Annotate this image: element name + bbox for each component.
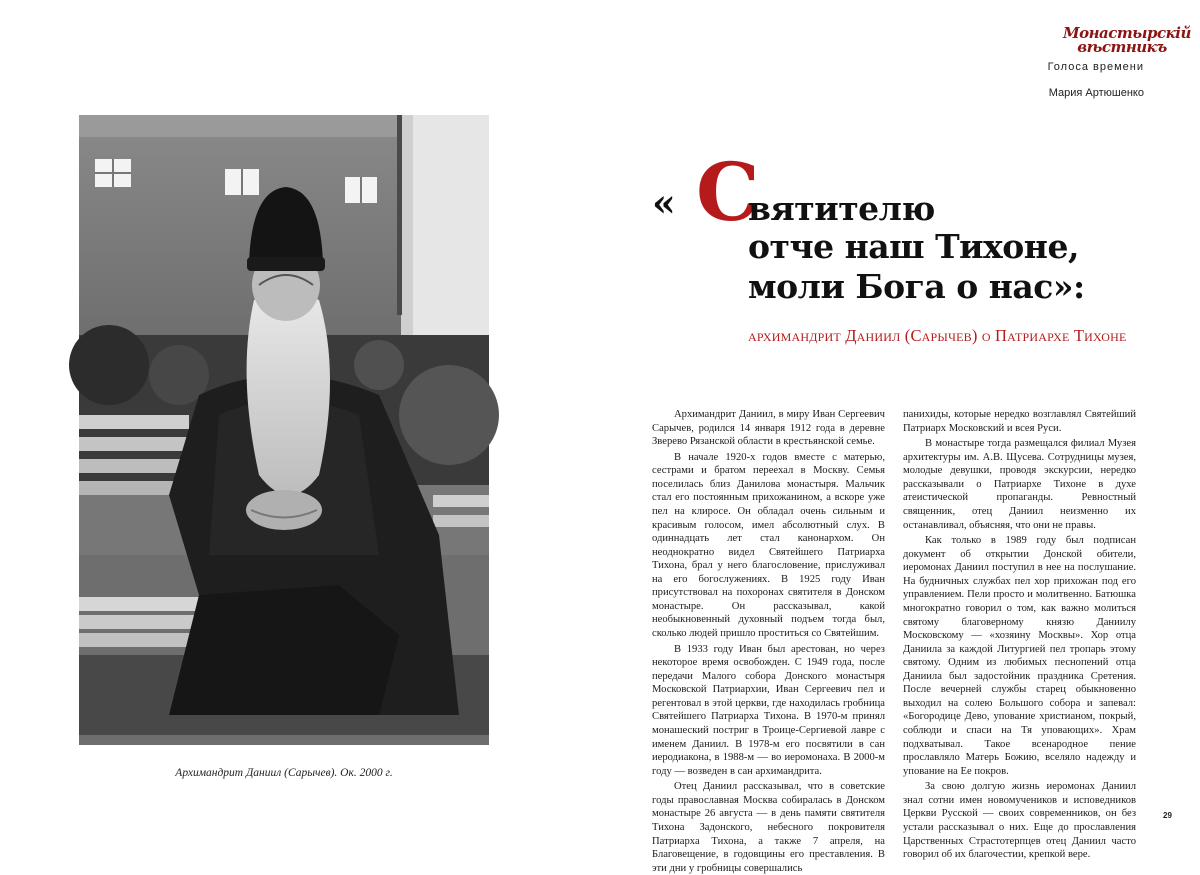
title-open-quote: « bbox=[652, 180, 675, 225]
text-column-1 bbox=[652, 408, 885, 875]
paragraph: За свою долгую жизнь иеромонах Даниил знал сотни имен новомучеников и исповедников Церкви Русской — своих современников, он без устали рассказывал о них. Еще до прославления Царственных Страстотерпцев отец Даниил часто говорил об их благочестии, крепкой вере. bbox=[903, 781, 1136, 861]
article-subtitle: архимандрит Даниил (Сарычев) о Патриархе Тихоне bbox=[748, 326, 1127, 345]
title-line-2: отче наш Тихоне, bbox=[748, 227, 1079, 266]
logo-line-1: Монастырскій bbox=[1063, 24, 1191, 42]
logo-line-2: вѣстникъ bbox=[1077, 38, 1167, 56]
paragraph: Как только в 1989 году был подписан документ об открытии Донской обители, иеромонах Даниил поступил в нее на послушание. На будничных службах пел хор прихожан под его управлением. Пели просто и молитвенно. Батюшка многократно говорил о том, как важно молиться святому благоверному князю Даниилу Московскому — «хозяину Москвы». Хор отца Даниила за каждой Литургией пел тропарь этому святому. Одним из любимых песнопений отца Даниила был задостойник праздника Сретения. После вечерней службы старец обыкновенно выходил на солею Большого собора и запевал: «Богородице Дево, упование христианом, покрый, соблюди и спаси на Тя уповающих». Храм подхватывал. Такое всенародное пение прославляло Матерь Божию, вселяло надежду и упование на Ее покров. bbox=[903, 535, 1136, 777]
section-name: Голоса времени bbox=[1047, 61, 1144, 73]
page-number: 29 bbox=[1163, 811, 1172, 820]
paragraph: Архимандрит Даниил, в миру Иван Сергеевич Сарычев, родился 14 января 1912 года в деревне Зверево Рязанской области в крестьянской семье. bbox=[652, 409, 885, 448]
paragraph: Отец Даниил рассказывал, что в советские годы православная Москва собиралась в Донском монастыре 26 августа — в день памяти святителя Тихона Задонского, небесного покровителя Патриарха Тихона, а также 7 апреля, на Благовещение, в годовщины его преставления. В эти дни у гробницы совершались bbox=[652, 781, 885, 874]
title-line-1: вятителю bbox=[748, 189, 935, 228]
paragraph: В начале 1920-х годов вместе с матерью, сестрами и братом переехал в Москву. Семья поселилась близ Данилова монастыря. Мальчик стал его постоянным прихожанином, а вскоре уже пел на клиросе. Он обладал очень сильным и красивым голосом, имел абсолютный слух. В одиннадцать лет стал канонархом. Он неоднократно видел Святейшего Патриарха Тихона, брал у него благословение, прислуживал на его богослужениях. В 1925 году Иван присутствовал на похоронах святителя в Донском монастыре. Он рассказывал, какой необыкновенный духовный подъем тогда был, сколько людей пришло проститься со Святейшим. bbox=[652, 451, 885, 639]
paragraph: В 1933 году Иван был арестован, но через некоторое время освобожден. С 1949 года, после передачи Малого собора Донского монастыря Московской Патриархии, Иван Сергеевич пел и регентовал в этой церкви, где находилась гробница Святейшего Патриарха Тихона. В 1970-м принял монашеский постриг в Троице-Сергиевой лавре с именем Даниил. В 1978-м его посвятили в сан иеродиакона, в 1988-м — во иеромонаха. В 2000-м году — возведен в сан архимандрита. bbox=[652, 643, 885, 777]
title-line-3: моли Бога о нас»: bbox=[748, 267, 1085, 306]
text-column-2 bbox=[903, 408, 1136, 862]
magazine-logo bbox=[1063, 24, 1191, 60]
paragraph: В монастыре тогда размещался филиал Музея архитектуры им. А.В. Щусева. Сотрудницы музея, молодые девушки, проводя экскурсии, нередко рассказывали о Патриархе Тихоне в духе атеистической пропаганды. Ревностный священник, отец Даниил неизменно их останавливал, объясняя, что они не правы. bbox=[903, 438, 1136, 531]
photo-caption: Архимандрит Даниил (Сарычев). Ок. 2000 г. bbox=[175, 767, 393, 779]
author-name: Мария Артюшенко bbox=[1048, 87, 1144, 99]
title-drop-cap: С bbox=[696, 145, 760, 239]
paragraph: панихиды, которые нередко возглавлял Святейший Патриарх Московский и всея Руси. bbox=[903, 409, 1136, 434]
portrait-photo bbox=[79, 115, 489, 745]
monk-photo-illustration bbox=[79, 115, 489, 745]
